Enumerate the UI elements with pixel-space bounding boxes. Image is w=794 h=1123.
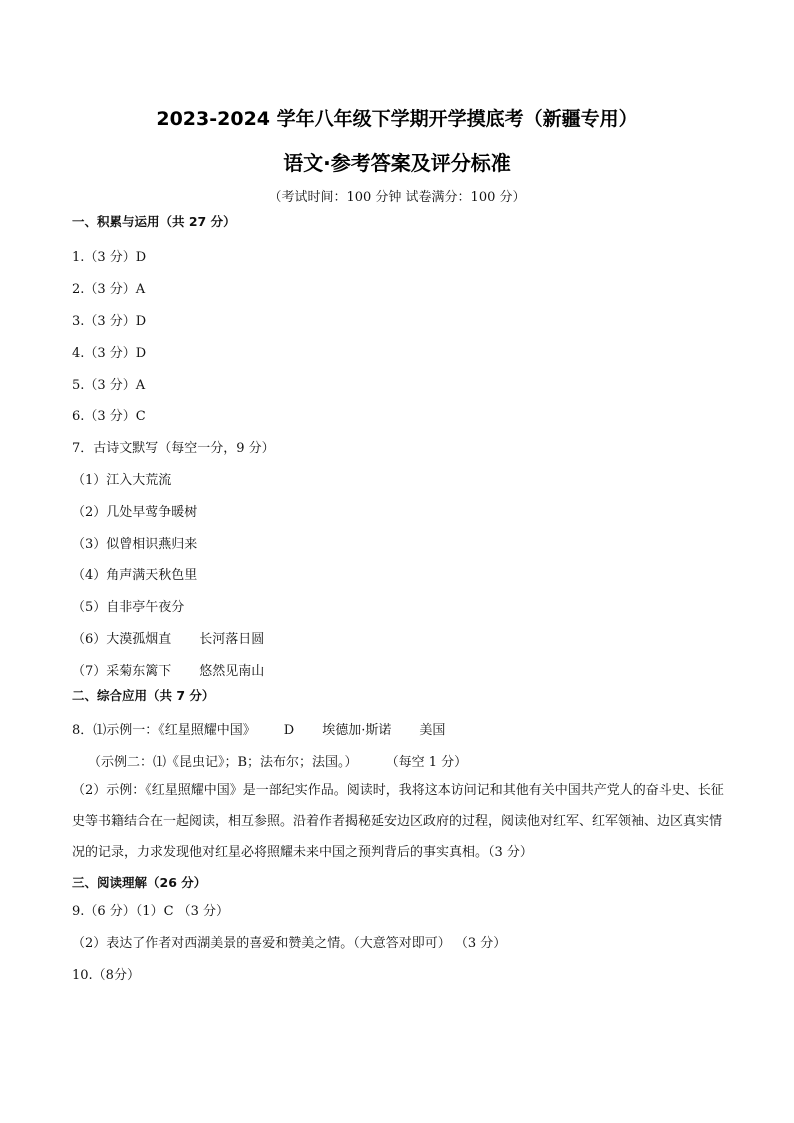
q8-example1-author: 埃德加·斯诺 (322, 723, 392, 738)
document-title: 2023-2024 学年八年级下学期开学摸底考（新疆专用） (156, 108, 638, 130)
q9-line-2: （2）表达了作者对西湖美景的喜爱和赞美之情。（大意答对即可） （3 分） (72, 936, 507, 951)
answer-line-5: 5.（3 分）A (72, 378, 146, 393)
q7-item-7 (72, 660, 264, 679)
q8-example1-country: 美国 (419, 723, 446, 738)
q7-item-4: （4）角声满天秋色里 (72, 568, 198, 583)
q7-item-6 (72, 628, 264, 647)
q10-line: 10.（8分） (72, 968, 140, 983)
q8-score-note: （每空 1 分） (385, 755, 468, 770)
q8-example1-choice: D (283, 723, 295, 738)
section-heading-3: 三、阅读理解（26 分） (72, 875, 207, 890)
exam-info: （考试时间：100 分钟 试卷满分：100 分） (268, 190, 526, 205)
section-heading-2: 二、综合应用（共 7 分） (72, 688, 215, 703)
answer-line-6: 6.（3 分）C (72, 409, 146, 424)
section-heading-1: 一、积累与运用（共 27 分） (72, 214, 236, 229)
q7-item-3: （3）似曾相识燕归来 (72, 537, 198, 552)
q8-line-2 (88, 751, 467, 770)
q8-example1-book: 8．⑴示例一：《红星照耀中国》 (72, 723, 256, 738)
q7-item-6-a: （6）大漠孤烟直 (72, 632, 172, 647)
answer-line-1: 1.（3 分）D (72, 250, 147, 265)
q7-item-5: （5）自非亭午夜分 (72, 600, 185, 615)
q8-part-2: （2）示例：《红星照耀中国》是一部纪实作品。阅读时，我将这本访问记和其他有关中国共产党人的奋斗史、长征史等书籍结合在一起阅读，相互参照。沿着作者揭秘延安边区政府的过程，阅读他对红军、红军领袖、边区真实情况的记录，力求发现他对红星必将照耀未来中国之预判背后的事实真相。（3 分） (72, 783, 724, 860)
answer-line-4: 4.（3 分）D (72, 346, 147, 361)
q7-item-6-b: 长河落日圆 (199, 632, 265, 647)
q9-line-1: 9.（6 分）（1）C （3 分） (72, 904, 230, 919)
q7-item-7-a: （7）采菊东篱下 (72, 664, 172, 679)
answer-line-2: 2.（3 分）A (72, 282, 146, 297)
q8-line-1 (72, 719, 445, 738)
q7-item-1: （1）江入大荒流 (72, 473, 172, 488)
document-subtitle: 语文·参考答案及评分标准 (283, 151, 511, 175)
question-7-label: 7．古诗文默写（每空一分，9 分） (72, 441, 275, 456)
q7-item-2: （2）几处早莺争暖树 (72, 505, 198, 520)
answer-line-3: 3.（3 分）D (72, 314, 147, 329)
q7-item-7-b: 悠然见南山 (199, 664, 265, 679)
q8-example2: （示例二：⑴《昆虫记》；B；法布尔；法国。） (88, 755, 358, 770)
